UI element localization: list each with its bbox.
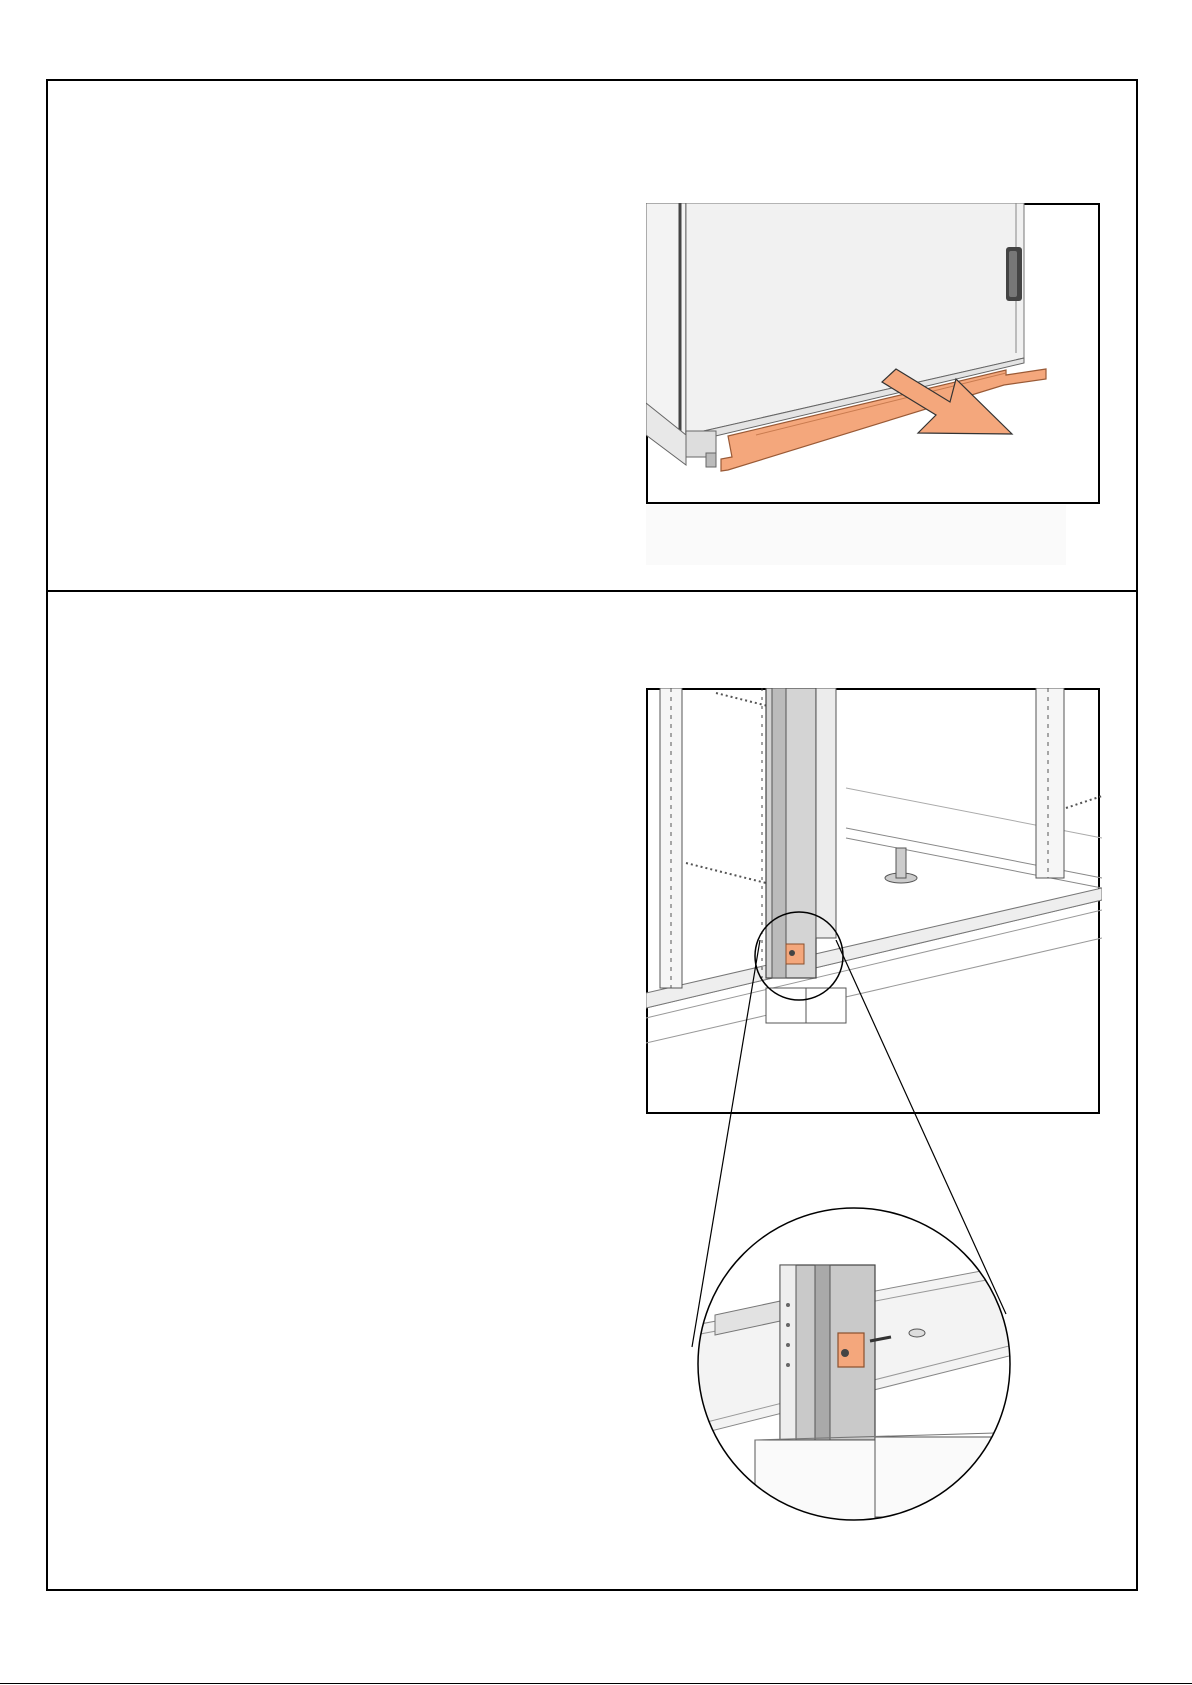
page-bottom-rule [0,1683,1192,1684]
bracket-detail-view [695,1205,1013,1523]
plinth-cover-illustration [646,203,1102,570]
right-upright [1036,688,1064,878]
mounting-bracket-detail [838,1333,864,1367]
